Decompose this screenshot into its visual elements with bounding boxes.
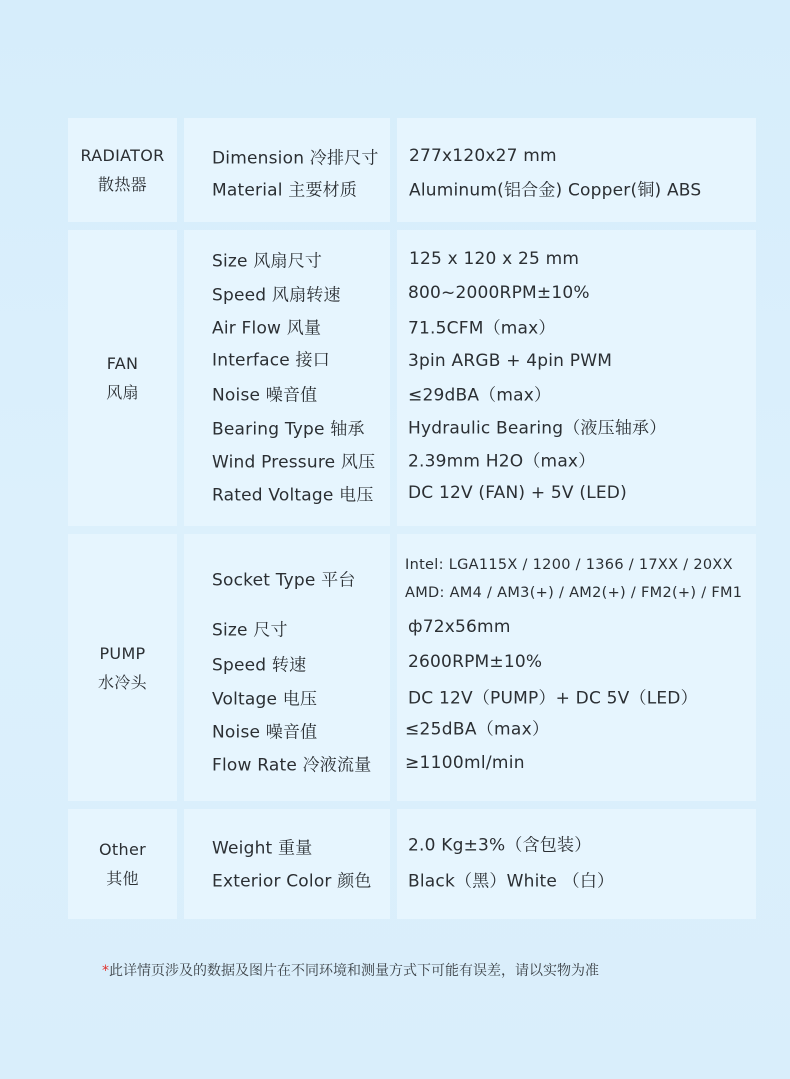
socket-intel-value: Intel: LGA115X / 1200 / 1366 / 17XX / 20XX [405, 557, 733, 573]
row-label: Flow Rate 冷液流量 [212, 755, 372, 776]
row-label: Rated Voltage 电压 [212, 485, 374, 506]
category-label [68, 639, 177, 697]
category-label [68, 349, 177, 407]
value-cell [397, 534, 756, 801]
category-label [68, 835, 177, 893]
row-value: ф72x56mm [408, 617, 511, 637]
category-en: PUMP [99, 643, 146, 663]
spec-table [68, 118, 756, 927]
row-label: Wind Pressure 风压 [212, 452, 376, 473]
row-label: Interface 接口 [212, 350, 330, 371]
label-cell [184, 230, 390, 526]
row-label: Bearing Type 轴承 [212, 419, 365, 440]
value-cell [397, 809, 756, 919]
category-zh: 风扇 [106, 383, 139, 402]
row-value: ≥1100ml/min [405, 753, 525, 773]
row-label: Noise 噪音值 [212, 722, 318, 743]
category-label [68, 141, 177, 199]
row-label: Speed 转速 [212, 655, 307, 676]
row-label: Size 风扇尺寸 [212, 251, 323, 272]
category-zh: 其他 [106, 869, 139, 888]
row-label: Socket Type 平台 [212, 570, 356, 591]
category-en: Other [99, 840, 146, 859]
label-cell [184, 809, 390, 919]
label-cell [184, 118, 390, 222]
category-en: RADIATOR [80, 146, 165, 165]
row-value: 2.39mm H2O（max） [408, 451, 596, 472]
row-value: DC 12V (FAN) + 5V (LED) [408, 483, 627, 503]
row-value: 800~2000RPM±10% [408, 283, 590, 303]
row-label: Material 主要材质 [212, 180, 358, 201]
row-value: 2.0 Kg±3%（含包装） [408, 835, 592, 856]
row-value: 3pin ARGB + 4pin PWM [408, 351, 613, 371]
category-cell [68, 230, 177, 526]
section-pump [68, 534, 756, 801]
row-label: Dimension 冷排尺寸 [212, 148, 379, 169]
row-label: Noise 噪音值 [212, 385, 318, 406]
row-value: 277x120x27 mm [409, 146, 557, 166]
category-cell [68, 809, 177, 919]
row-value: Hydraulic Bearing（液压轴承） [408, 418, 667, 439]
row-value: 2600RPM±10% [408, 652, 543, 672]
disclaimer-footnote [102, 960, 599, 980]
category-cell [68, 534, 177, 801]
category-zh: 水冷头 [98, 672, 147, 692]
disclaimer-text: 此详情页涉及的数据及图片在不同环境和测量方式下可能有误差，请以实物为准 [109, 963, 599, 979]
row-label: Weight 重量 [212, 838, 313, 859]
category-cell [68, 118, 177, 222]
value-cell [397, 230, 756, 526]
row-value: 125 x 120 x 25 mm [409, 249, 580, 269]
asterisk-mark: * [102, 963, 109, 979]
section-other [68, 809, 756, 919]
row-value: ≤29dBA（max） [408, 385, 552, 406]
category-zh: 散热器 [98, 175, 147, 194]
section-radiator [68, 118, 756, 222]
category-en: FAN [106, 354, 139, 373]
socket-amd-value: AMD: AM4 / AM3(+) / AM2(+) / FM2(+) / FM1 [405, 585, 743, 601]
row-value: 71.5CFM（max） [408, 318, 556, 339]
row-value: Black（黑）White （白） [408, 871, 615, 892]
label-cell [184, 534, 390, 801]
row-label: Air Flow 风量 [212, 318, 322, 339]
row-value: Aluminum(铝合金) Copper(铜) ABS [409, 180, 702, 201]
row-label: Voltage 电压 [212, 689, 318, 710]
row-value: DC 12V（PUMP）+ DC 5V（LED） [408, 688, 698, 709]
row-value: ≤25dBA（max） [405, 719, 550, 740]
section-fan [68, 230, 756, 526]
row-label: Size 尺寸 [212, 620, 288, 641]
row-label: Speed 风扇转速 [212, 285, 341, 306]
row-label: Exterior Color 颜色 [212, 871, 372, 892]
value-cell [397, 118, 756, 222]
